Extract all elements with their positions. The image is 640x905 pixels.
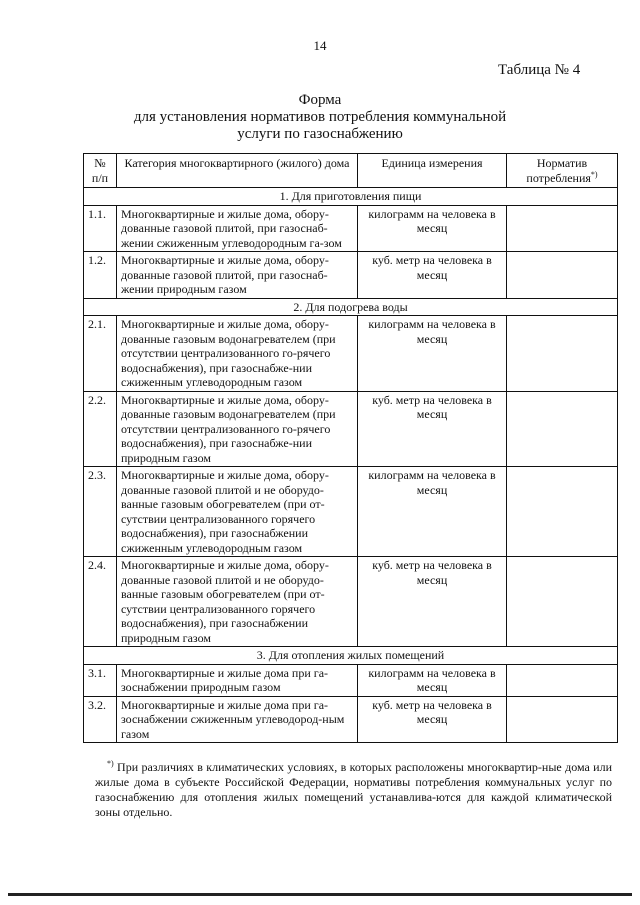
row-unit: куб. метр на человека в месяц: [358, 391, 507, 467]
row-norm-value: [507, 316, 618, 392]
table-row: [84, 696, 618, 743]
row-number: 2.3.: [84, 467, 117, 557]
form-title-line-1: Форма: [298, 92, 342, 108]
page-number: 14: [313, 38, 327, 53]
row-number: 1.1.: [84, 205, 117, 252]
row-norm-value: [507, 205, 618, 252]
row-number: 2.1.: [84, 316, 117, 392]
table-body: [84, 188, 618, 743]
row-norm-value: [507, 252, 618, 299]
footnote-marker: *): [107, 759, 114, 768]
row-category: Многоквартирные и жилые дома, обору-дованные газовой плитой и не оборудо-ванные газовым обогревателем (при от-сутствии централизованного горячего водоснабжения), при газоснабжении природным газом: [117, 557, 358, 647]
header-norm: [507, 154, 618, 188]
row-norm-value: [507, 664, 618, 696]
row-category: Многоквартирные и жилые дома, обору-дованные газовым водонагревателем (при отсутствии централизованного го-рячего водоснабжения), при газоснабже-нии сжиженным углеводородным газом: [117, 316, 358, 392]
table-label: Таблица № 4: [498, 62, 581, 78]
header-norm-footnote-marker: *): [590, 169, 598, 179]
row-number: 3.2.: [84, 696, 117, 743]
header-category: Категория многоквартирного (жилого) дома: [117, 154, 358, 188]
table-row: [84, 467, 618, 557]
row-unit: куб. метр на человека в месяц: [358, 252, 507, 299]
row-unit: куб. метр на человека в месяц: [358, 696, 507, 743]
table-row: [84, 205, 618, 252]
section-title: 3. Для отопления жилых помещений: [84, 647, 618, 665]
section-row: [84, 188, 618, 206]
row-unit: килограмм на человека в месяц: [358, 664, 507, 696]
table-header-row: [84, 154, 618, 188]
row-number: 3.1.: [84, 664, 117, 696]
section-title: 1. Для приготовления пищи: [84, 188, 618, 206]
row-number: 2.2.: [84, 391, 117, 467]
header-unit: Единица измерения: [358, 154, 507, 188]
row-number: 2.4.: [84, 557, 117, 647]
form-title: [60, 92, 580, 143]
page-bottom-rule: [8, 893, 632, 896]
header-num: № п/п: [84, 154, 117, 188]
row-unit: куб. метр на человека в месяц: [358, 557, 507, 647]
row-norm-value: [507, 557, 618, 647]
section-title: 2. Для подогрева воды: [84, 298, 618, 316]
row-category: Многоквартирные и жилые дома, обору-дованные газовой плитой, при газоснаб-жении природным газом: [117, 252, 358, 299]
footnote-text: При различиях в климатических условиях, в которых расположены многоквартир-ные дома или жилые дома в субъекте Российской Федерации, нормативы потребления коммунальных услуг по газоснабжению для отопления жилых помещений устанавлива-ются для каждой климатической зоны отдельно.: [95, 760, 613, 819]
row-category: Многоквартирные и жилые дома, обору-дованные газовой плитой и не оборудо-ванные газовым обогревателем (при от-сутствии централизованного горячего водоснабжения), при газоснабжении сжиженным углеводородным газом: [117, 467, 358, 557]
table-row: [84, 664, 618, 696]
row-norm-value: [507, 391, 618, 467]
row-unit: килограмм на человека в месяц: [358, 467, 507, 557]
row-category: Многоквартирные и жилые дома, обору-дованные газовым водонагревателем (при отсутствии централизованного го-рячего водоснабжения), при газоснабже-нии природным газом: [117, 391, 358, 467]
footnote: [95, 760, 612, 820]
row-number: 1.2.: [84, 252, 117, 299]
row-category: Многоквартирные и жилые дома, обору-дованные газовой плитой, при газоснаб-жении сжиженным углеводородным га-зом: [117, 205, 358, 252]
row-category: Многоквартирные и жилые дома при га-зоснабжении сжиженным углеводород-ным газом: [117, 696, 358, 743]
section-row: [84, 298, 618, 316]
section-row: [84, 647, 618, 665]
form-title-line-2: для установления нормативов потребления коммунальной: [133, 109, 507, 125]
row-unit: килограмм на человека в месяц: [358, 316, 507, 392]
table-row: [84, 316, 618, 392]
table-row: [84, 557, 618, 647]
form-title-line-3: услуги по газоснабжению: [237, 126, 403, 142]
row-norm-value: [507, 467, 618, 557]
table-row: [84, 391, 618, 467]
row-unit: килограмм на человека в месяц: [358, 205, 507, 252]
row-category: Многоквартирные и жилые дома при га-зоснабжении природным газом: [117, 664, 358, 696]
row-norm-value: [507, 696, 618, 743]
header-norm-label: Норматив потребления: [526, 156, 591, 185]
norms-table: [83, 153, 618, 743]
table-row: [84, 252, 618, 299]
